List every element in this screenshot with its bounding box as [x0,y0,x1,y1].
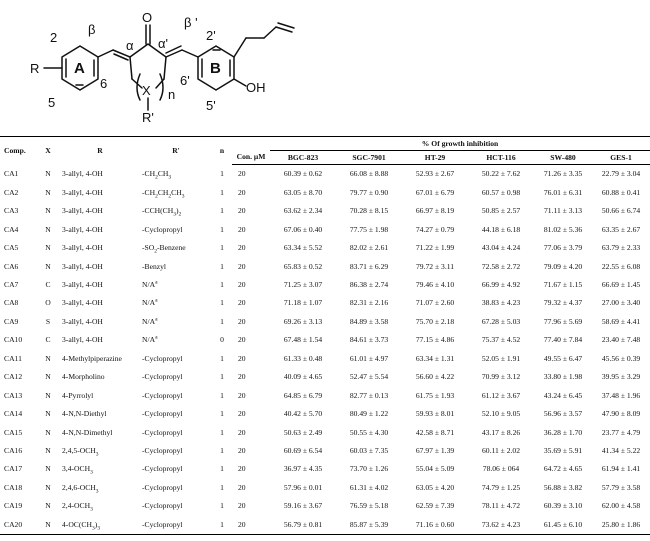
cell-ges1: 25.80 ± 1.86 [592,515,650,534]
cell-comp: CA6 [4,261,19,271]
col-header-ht29: HT-29 [402,151,468,165]
cell-ht29: 62.59 ± 7.39 [415,501,455,511]
cell-hct116: 38.83 ± 4.23 [481,298,521,308]
cell-sw480: 33.80 ± 1.98 [543,372,583,382]
cell-x: N [45,445,51,455]
col-header-n: n [212,137,232,165]
cell-r-prime: $N/A^a$ [142,279,158,290]
cell-n: 1 [220,445,224,455]
cell-sgc7901: 73.70 ± 1.26 [349,464,389,474]
cell-sw480: 56.88 ± 3.82 [543,482,583,492]
cell-comp: CA18 [4,482,23,492]
cell-ht29: 66.97 ± 8.19 [415,206,455,216]
cell-n: 1 [220,482,224,492]
cell-ges1: 57.79 ± 3.58 [601,482,641,492]
cell-r: 3-allyl, 4-OH [62,261,103,271]
cell-x: N [45,372,51,382]
table-row [0,386,650,404]
cell-comp: CA8 [4,298,19,308]
cell-sgc7901: 60.03 ± 7.35 [349,445,389,455]
cell-ht29: 63.05 ± 4.20 [415,482,455,492]
cell-comp: CA4 [4,224,19,234]
cell-r-prime: -Cyclopropyl [142,353,183,363]
cell-x: N [45,224,51,234]
table-row [0,294,650,312]
cell-bgc823: 63.34 ± 5.52 [283,243,323,253]
cell-r: 3-allyl, 4-OH [62,335,103,345]
cell-ges1: 58.69 ± 4.41 [601,316,641,326]
cell-ht29: 79.46 ± 4.10 [415,280,455,290]
cell-sw480: 77.06 ± 3.79 [543,243,583,253]
cell-sw480: 71.26 ± 3.35 [543,169,583,179]
cell-ht29: 67.01 ± 6.79 [415,187,455,197]
cell-r: 3-allyl, 4-OH [62,206,103,216]
table-row [0,183,650,201]
cell-n: 1 [220,243,224,253]
cell-hct116: 60.11 ± 2.02 [481,445,521,455]
cell-sgc7901: 76.59 ± 5.18 [349,501,389,511]
cell-ges1: 45.56 ± 0.39 [601,353,641,363]
label-n: n [168,87,176,102]
label-alpha-prime: α' [158,36,168,51]
cell-sw480: 71.67 ± 1.15 [543,280,583,290]
cell-sgc7901: 50.55 ± 4.30 [349,427,389,437]
cell-ht29: 75.70 ± 2.18 [415,316,455,326]
table-row [0,257,650,275]
cell-r-prime: -Cyclopropyl [140,515,212,534]
cell-x: N [45,187,51,197]
table-row [0,349,650,367]
cell-comp: CA17 [4,464,23,474]
cell-bgc823: 67.48 ± 1.54 [283,335,323,345]
cell-hct116: 50.22 ± 7.62 [481,169,521,179]
col-header-comp: Comp. [0,137,36,165]
cell-sgc7901: 82.02 ± 2.61 [349,243,389,253]
cell-ht29: 74.27 ± 0.79 [415,224,455,234]
cell-x: N [45,464,51,474]
cell-r: 3-allyl, 4-OH [62,280,103,290]
cell-comp: CA3 [4,206,19,216]
cell-n: 1 [220,427,224,437]
table-row [0,165,650,184]
cell-comp: CA7 [4,280,19,290]
cell-sw480: 56.96 ± 3.57 [543,409,583,419]
cell-comp: CA13 [4,390,23,400]
cell-hct116: 73.62 ± 4.23 [468,515,534,534]
cell-x: N [45,390,51,400]
cell-ges1: 23.77 ± 4.79 [601,427,641,437]
cell-con: 20 [238,390,246,400]
cell-r: 3-allyl, 4-OH [62,169,103,179]
cell-x: N [45,206,51,216]
cell-r-prime: $-CH_2CH_2CH_3$ [142,187,185,200]
table-group-header-row [0,137,650,151]
label-x: X [142,83,151,98]
cell-x: N [45,482,51,492]
cell-r-prime: $-SO_2$-Benzene [142,243,186,255]
label-pos2: 2 [50,30,58,45]
cell-x: C [45,280,51,290]
cell-sgc7901: 61.01 ± 4.97 [349,353,389,363]
cell-comp: CA11 [4,353,22,363]
cell-ges1: 61.94 ± 1.41 [601,464,641,474]
cell-bgc823: 63.05 ± 8.70 [283,187,323,197]
cell-ges1: 63.35 ± 2.67 [601,224,641,234]
cell-sw480: 77.96 ± 5.69 [543,316,583,326]
cell-sgc7901: 83.71 ± 6.29 [349,261,389,271]
cell-hct116: 43.04 ± 4.24 [481,243,521,253]
cell-r: $3,4-OCH_3$ [62,464,93,476]
cell-comp: CA5 [4,243,19,253]
cell-r: 4-N,N-Dimethyl [62,427,113,437]
label-pos5-prime: 5' [206,98,216,113]
cell-r-prime: -Cyclopropyl [142,390,183,400]
cell-comp: CA20 [0,515,36,534]
cell-sgc7901: 80.49 ± 1.22 [349,409,389,419]
cell-ht29: 67.97 ± 1.39 [415,445,455,455]
cell-bgc823: 64.85 ± 6.79 [283,390,323,400]
cell-hct116: 52.05 ± 1.91 [481,353,521,363]
cell-ht29: 63.34 ± 1.31 [415,353,455,363]
cell-r: 4-N,N-Diethyl [62,409,107,419]
cell-n: 1 [220,298,224,308]
cell-ges1: 23.40 ± 7.48 [601,335,641,345]
cell-r-prime: -Cyclopropyl [142,372,183,382]
cell-r: $4-OC(CH_3)_3$ [60,515,140,534]
cell-sw480: 36.28 ± 1.70 [543,427,583,437]
label-beta-prime: β ' [184,15,198,30]
cell-ht29: 61.75 ± 1.93 [415,390,455,400]
table-row [0,313,650,331]
cell-ges1: 66.69 ± 1.45 [601,280,641,290]
cell-x: N [45,353,51,363]
cell-ht29: 71.22 ± 1.99 [415,243,455,253]
cell-sw480: 76.01 ± 6.31 [543,187,583,197]
cell-con: 20 [238,353,246,363]
cell-sw480: 79.32 ± 4.37 [543,298,583,308]
cell-n: 1 [220,390,224,400]
cell-con: 20 [238,298,246,308]
cell-sw480: 43.24 ± 6.45 [543,390,583,400]
cell-con: 20 [238,243,246,253]
cell-n: 1 [220,169,224,179]
cell-hct116: 61.12 ± 3.67 [481,390,521,400]
label-r: R [30,61,40,76]
cell-con: 20 [238,224,246,234]
cell-x: O [45,298,51,308]
cell-r-prime: -Cyclopropyl [142,224,183,234]
table-row [0,220,650,238]
cell-r: 4-Pyrrolyl [62,390,94,400]
table-row [0,497,650,515]
cell-r-prime: $N/A^a$ [142,334,158,345]
cell-con: 20 [238,316,246,326]
cell-con: 20 [238,501,246,511]
cell-r-prime: -Cyclopropyl [142,501,183,511]
cell-sw480: 77.40 ± 7.84 [543,335,583,345]
cell-bgc823: 36.97 ± 4.35 [283,464,323,474]
cell-ht29: 52.93 ± 2.67 [415,169,455,179]
cell-hct116: 72.58 ± 2.72 [481,261,521,271]
group-header-growth-inhibition: % Of growth inhibition [270,137,650,151]
cell-x: N [45,261,51,271]
cell-bgc823: 57.96 ± 0.01 [283,482,323,492]
table-row [0,460,650,478]
cell-ges1: 39.95 ± 3.29 [601,372,641,382]
cell-sgc7901: 52.47 ± 5.54 [349,372,389,382]
cell-con: 20 [238,427,246,437]
cell-x: C [45,335,51,345]
cell-n: 1 [220,464,224,474]
cell-hct116: 43.17 ± 8.26 [481,427,521,437]
cell-sgc7901: 77.75 ± 1.98 [349,224,389,234]
cell-con: 20 [238,482,246,492]
cell-hct116: 50.85 ± 2.57 [481,206,521,216]
cell-hct116: 66.99 ± 4.92 [481,280,521,290]
label-alpha: α [126,38,134,53]
cell-ges1: 41.34 ± 5.22 [601,445,641,455]
cell-sgc7901: 86.38 ± 2.74 [349,280,389,290]
cell-con: 20 [238,335,246,345]
cell-sgc7901: 82.77 ± 0.13 [349,390,389,400]
cell-hct116: 67.28 ± 5.03 [481,316,521,326]
col-header-r: R [60,137,140,165]
cell-sw480: 81.02 ± 5.36 [543,224,583,234]
cell-hct116: 70.99 ± 3.12 [481,372,521,382]
cell-bgc823: 61.33 ± 0.48 [283,353,323,363]
growth-inhibition-table [0,136,650,535]
table-row [0,276,650,294]
cell-x: S [45,316,51,326]
label-oh: OH [246,80,266,95]
col-header-x: X [36,137,60,165]
cell-con: 20 [238,187,246,197]
cell-ges1: 22.55 ± 6.08 [601,261,641,271]
cell-bgc823: 60.69 ± 6.54 [283,445,323,455]
label-beta: β [88,22,96,37]
cell-bgc823: 63.62 ± 2.34 [283,206,323,216]
label-r-prime: R' [142,110,154,125]
cell-sgc7901: 84.89 ± 3.58 [349,316,389,326]
cell-ht29: 56.60 ± 4.22 [415,372,455,382]
cell-hct116: 44.18 ± 6.18 [481,224,521,234]
cell-comp: CA1 [4,169,19,179]
table-row [0,368,650,386]
table-row [0,515,650,534]
cell-comp: CA14 [4,409,23,419]
cell-sgc7901: 61.31 ± 4.02 [349,482,389,492]
cell-con: 20 [238,206,246,216]
cell-x: N [45,427,51,437]
cell-con: 20 [238,445,246,455]
cell-sgc7901: 70.28 ± 8.15 [349,206,389,216]
cell-ges1: 37.48 ± 1.96 [601,390,641,400]
cell-bgc823: 65.83 ± 0.52 [283,261,323,271]
cell-bgc823: 71.25 ± 3.07 [283,280,323,290]
cell-n: 1 [220,261,224,271]
cell-comp: CA19 [4,501,23,511]
cell-hct116: 78.06 ± 064 [482,464,520,474]
cell-con: 20 [238,464,246,474]
cell-sw480: 71.11 ± 3.13 [543,206,583,216]
cell-r-prime: -Cyclopropyl [142,427,183,437]
table-row [0,331,650,349]
col-header-sw480: SW-480 [534,151,592,165]
cell-ges1: 22.79 ± 3.04 [601,169,641,179]
cell-r: 4-Morpholino [62,372,105,382]
cell-r: 3-allyl, 4-OH [62,243,103,253]
label-ring-b: B [210,60,221,77]
cell-con: 20 [238,169,246,179]
label-pos6-prime: 6' [180,73,190,88]
cell-r-prime: $N/A^a$ [142,316,158,326]
cell-hct116: 52.10 ± 9.05 [481,409,521,419]
cell-x: N [45,409,51,419]
cell-hct116: 78.11 ± 4.72 [481,501,521,511]
cell-sw480: 49.55 ± 6.47 [543,353,583,363]
cell-bgc823: 59.16 ± 3.67 [283,501,323,511]
cell-sw480: 35.69 ± 5.91 [543,445,583,455]
col-header-hct116: HCT-116 [468,151,534,165]
cell-sgc7901: 82.31 ± 2.16 [349,298,389,308]
cell-ht29: 42.58 ± 8.71 [415,427,455,437]
cell-n: 1 [212,515,232,534]
cell-hct116: 60.57 ± 0.98 [481,187,521,197]
cell-r-prime: -Cyclopropyl [142,464,183,474]
cell-ges1: 63.79 ± 2.33 [601,243,641,253]
col-header-con: Con. μM [232,151,270,165]
table-row [0,442,650,460]
cell-x: N [45,169,51,179]
cell-sgc7901: 84.61 ± 3.73 [349,335,389,345]
col-header-ges1: GES-1 [592,151,650,165]
chemical-structure [0,0,320,125]
cell-r-prime: -Cyclopropyl [142,409,183,419]
cell-ges1: 27.00 ± 3.40 [601,298,641,308]
cell-r: $2,4,6-OCH_3$ [62,482,99,495]
cell-sgc7901: 85.87 ± 5.39 [336,515,402,534]
cell-ges1: 50.66 ± 6.74 [601,206,641,216]
cell-r-prime: -Benzyl [142,261,167,271]
table-row [0,423,650,441]
cell-x: N [45,501,51,511]
col-header-sgc7901: SGC-7901 [336,151,402,165]
cell-r-prime: -Cyclopropyl [142,445,183,455]
cell-hct116: 75.37 ± 4.52 [481,335,521,345]
cell-n: 1 [220,409,224,419]
cell-sw480: 60.39 ± 3.10 [543,501,583,511]
cell-r-prime: $-CH_2CH_3$ [142,169,172,181]
cell-bgc823: 56.79 ± 0.81 [270,515,336,534]
cell-n: 1 [220,224,224,234]
cell-comp: CA10 [4,335,23,345]
label-pos5: 5 [48,95,56,110]
cell-ht29: 79.72 ± 3.11 [415,261,455,271]
cell-ht29: 77.15 ± 4.86 [415,335,455,345]
cell-bgc823: 40.42 ± 5.70 [283,409,323,419]
cell-comp: CA16 [4,445,23,455]
cell-n: 1 [220,501,224,511]
cell-comp: CA15 [4,427,23,437]
cell-con: 20 [232,515,270,534]
label-pos2-prime: 2' [206,28,216,43]
cell-con: 20 [238,280,246,290]
cell-comp: CA9 [4,316,19,326]
cell-con: 20 [238,409,246,419]
cell-n: 1 [220,372,224,382]
cell-ht29: 71.07 ± 2.60 [415,298,455,308]
col-header-r-prime: R' [140,137,212,165]
cell-sw480: 79.09 ± 4.20 [543,261,583,271]
cell-con: 20 [238,372,246,382]
cell-ges1: 60.88 ± 0.41 [601,187,641,197]
cell-n: 1 [220,206,224,216]
cell-r: 3-allyl, 4-OH [62,187,103,197]
cell-bgc823: 60.39 ± 0.62 [283,169,323,179]
cell-r-prime: -Cyclopropyl [142,482,183,492]
cell-r: $2,4,5-OCH_3$ [62,445,99,458]
cell-r: 3-allyl, 4-OH [62,224,103,234]
cell-bgc823: 69.26 ± 3.13 [283,316,323,326]
cell-r-prime: $N/A^a$ [142,297,158,308]
table-row [0,405,650,423]
label-ring-a: A [74,60,85,77]
cell-bgc823: 67.06 ± 0.40 [283,224,323,234]
cell-ges1: 62.00 ± 4.58 [601,501,641,511]
cell-r-prime: $-CCH(CH_3)_2$ [142,206,182,218]
table-row [0,202,650,220]
cell-n: 1 [220,316,224,326]
cell-sw480: 61.45 ± 6.10 [534,515,592,534]
cell-r: 4-Methylpiperazine [62,353,122,363]
cell-r: 3-allyl, 4-OH [62,316,103,326]
cell-bgc823: 71.18 ± 1.07 [283,298,323,308]
cell-hct116: 74.79 ± 1.25 [481,482,521,492]
cell-ht29: 71.16 ± 0.60 [402,515,468,534]
cell-sgc7901: 79.77 ± 0.90 [349,187,389,197]
cell-n: 0 [220,335,224,345]
col-header-bgc823: BGC-823 [270,151,336,165]
label-oxygen: O [142,10,153,25]
table-row [0,239,650,257]
cell-comp: CA12 [4,372,23,382]
cell-ht29: 55.04 ± 5.09 [415,464,455,474]
cell-bgc823: 50.63 ± 2.49 [283,427,323,437]
cell-ht29: 59.93 ± 8.01 [415,409,455,419]
cell-x: N [45,243,51,253]
cell-bgc823: 40.09 ± 4.65 [283,372,323,382]
cell-comp: CA2 [4,187,19,197]
cell-r: 3-allyl, 4-OH [62,298,103,308]
cell-sw480: 64.72 ± 4.65 [543,464,583,474]
table-row [0,478,650,496]
cell-n: 1 [220,187,224,197]
label-pos6: 6 [100,76,108,91]
cell-n: 1 [220,280,224,290]
cell-sgc7901: 66.08 ± 8.88 [349,169,389,179]
cell-r: $2,4-OCH_3$ [62,501,93,513]
cell-ges1: 47.90 ± 8.09 [601,409,641,419]
cell-x: N [36,515,60,534]
cell-con: 20 [238,261,246,271]
cell-n: 1 [220,353,224,363]
